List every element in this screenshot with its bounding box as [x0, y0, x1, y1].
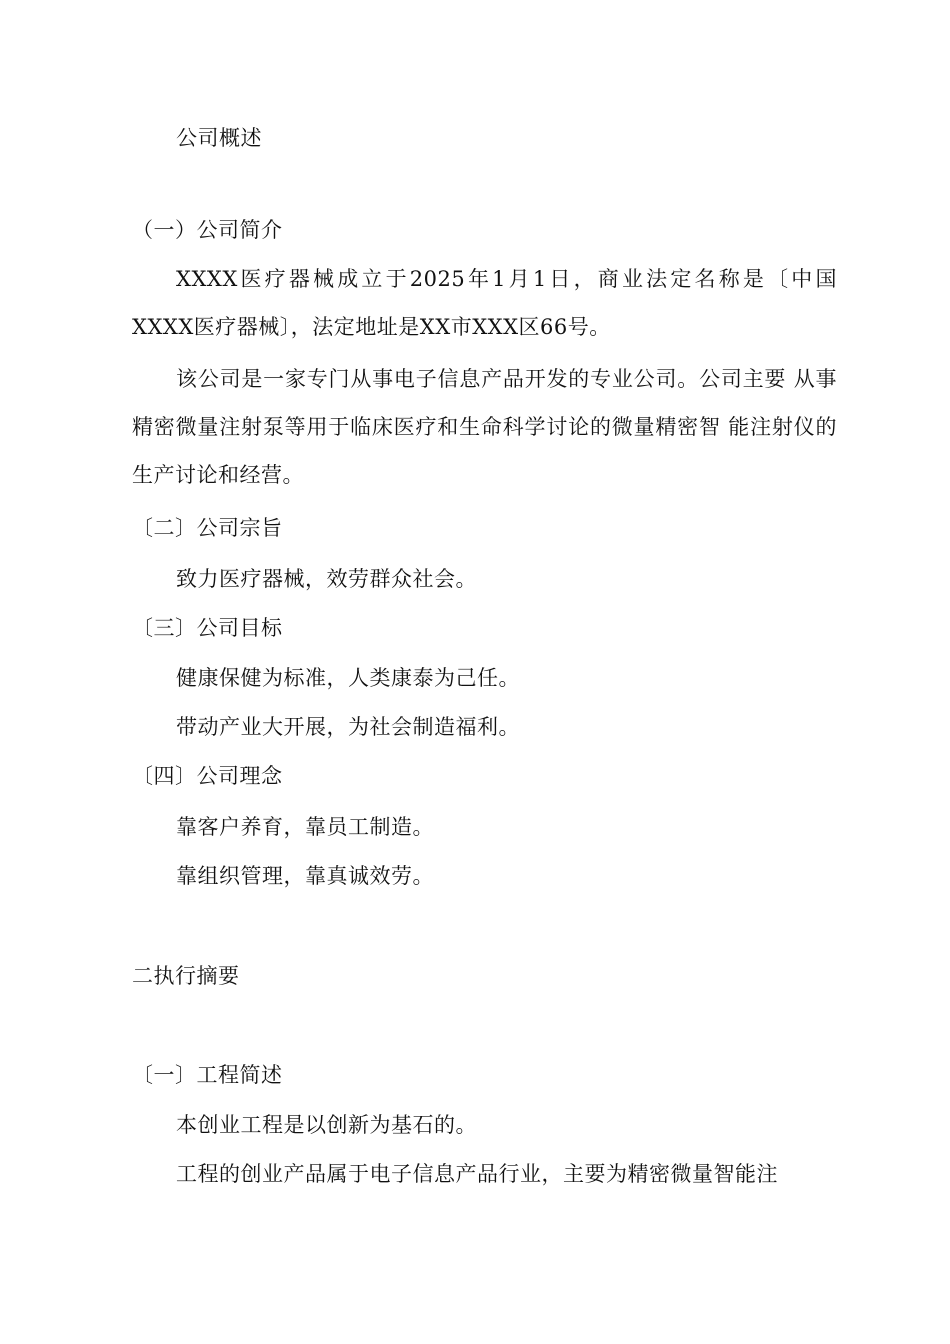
- section-1-paragraph-1: XXXX医疗器械成立于2025年1月1日，商业法定名称是〔中国 XXXX医疗器械〕，法定地址是XX市XXX区66号。: [132, 267, 837, 339]
- overview-title: 公司概述: [176, 126, 262, 150]
- section-4-line-2: 靠组织管理，靠真诚效劳。: [176, 864, 434, 888]
- executive-line-2: 工程的创业产品属于电子信息产品行业，主要为精密微量智能注: [176, 1162, 778, 1186]
- section-2-line-1: 致力医疗器械，效劳群众社会。: [176, 567, 477, 591]
- executive-line-1: 本创业工程是以创新为基石的。: [176, 1113, 477, 1137]
- section-3-line-2: 带动产业大开展，为社会制造福利。: [176, 715, 520, 739]
- section-2-heading: 〔二〕公司宗旨: [132, 516, 283, 540]
- section-1-paragraph-2: 该公司是一家专门从事电子信息产品开发的专业公司。公司主要 从事精密微量注射泵等用于临床医疗和生命科学讨论的微量精密智 能注射仪的生产讨论和经营。: [132, 367, 837, 487]
- section-4-line-1: 靠客户养育，靠员工制造。: [176, 815, 434, 839]
- section-3-line-1: 健康保健为标准，人类康泰为己任。: [176, 666, 520, 690]
- section-3-heading: 〔三〕公司目标: [132, 616, 283, 640]
- executive-summary-title: 二执行摘要: [132, 964, 240, 988]
- executive-section-1-heading: 〔一〕工程简述: [132, 1063, 283, 1087]
- section-1-heading: （一）公司简介: [132, 218, 283, 242]
- section-4-heading: 〔四〕公司理念: [132, 764, 283, 788]
